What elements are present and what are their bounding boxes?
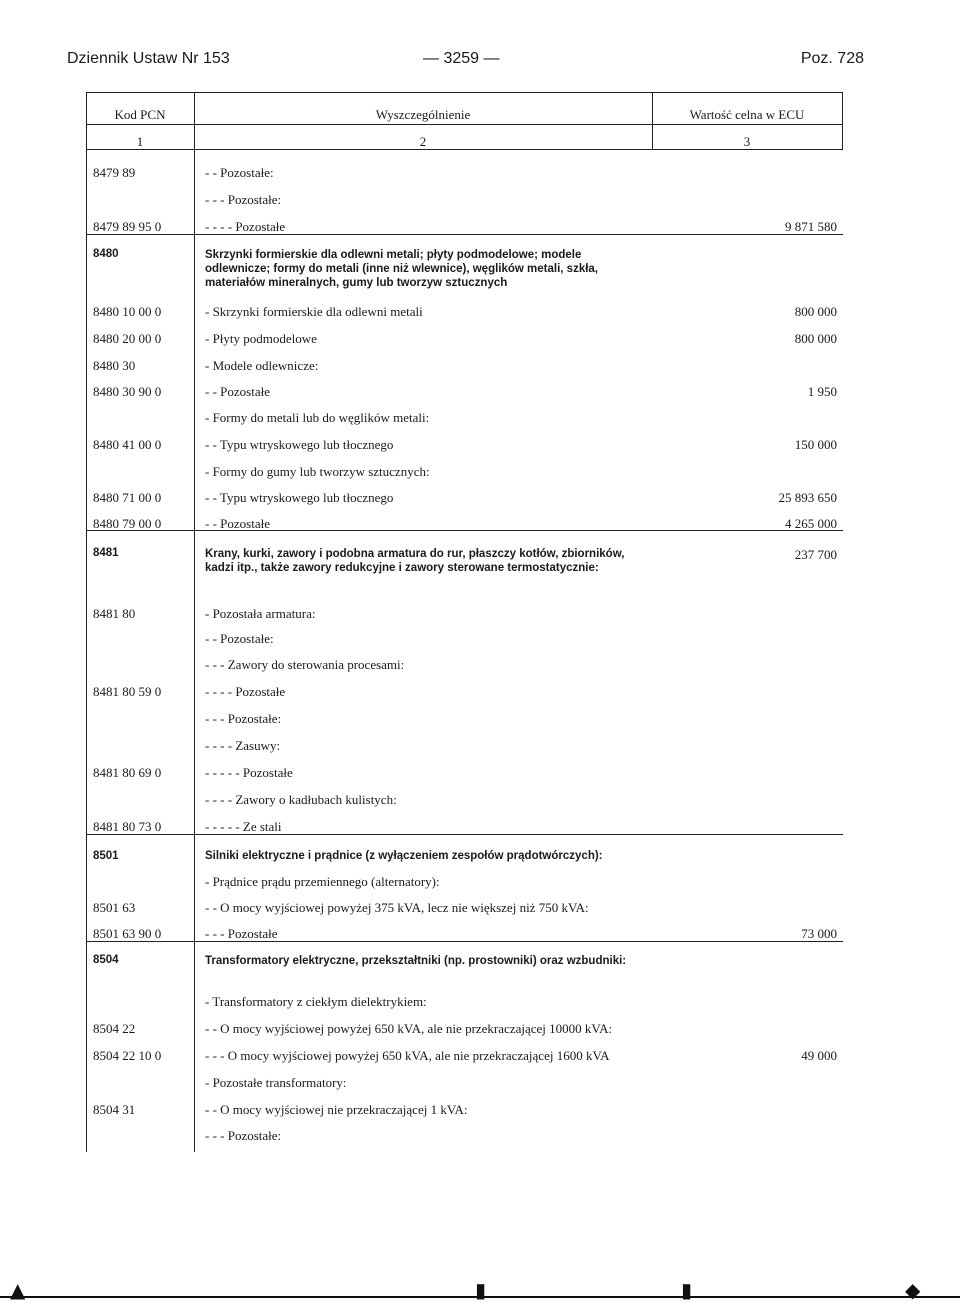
header-divider [86,124,843,125]
row-description: - - - - Zawory o kadłubach kulistych: [205,792,397,807]
row-description: - - - - - Ze stali [205,819,282,834]
row-code: 8480 30 90 0 [93,384,162,399]
row-code: 8481 [93,547,119,559]
row-code: 8480 20 00 0 [93,331,162,346]
section-divider [86,530,843,531]
row-value: 237 700 [794,547,837,562]
row-description: - - - O mocy wyjściowej powyżej 650 kVA, ale nie przekraczającej 1600 kVA [205,1048,610,1063]
row-code: 8479 89 95 0 [93,219,162,234]
row-code: 8501 63 90 0 [93,926,162,941]
row-value: 25 893 650 [778,490,837,505]
row-code: 8504 31 [93,1102,136,1117]
right-border [842,92,843,149]
row-code: 8481 80 [93,606,136,621]
row-code: 8480 71 00 0 [93,490,162,505]
row-description: - - Pozostałe [205,516,270,531]
row-code: 8480 [93,248,119,260]
row-value: 73 000 [801,926,837,941]
row-code: 8480 30 [93,358,136,373]
row-description: - - - Zawory do sterowania procesami: [205,657,405,672]
scan-artifact: ◆ [905,1278,921,1302]
row-description: Skrzynki formierskie dla odlewni metali; płyty podmodelowe; modele odlewnicze; formy do metali (inne niż wlewnice), węglików metali, szkła, materiałów mineralnych, gumy lub tworzyw sztucznych [205,249,599,289]
row-description: - Skrzynki formierskie dla odlewni metali [205,304,423,319]
tariff-table [86,92,843,1152]
row-description: - - Pozostałe: [205,165,274,180]
row-code: 8481 80 73 0 [93,819,162,834]
row-description: - Formy do metali lub do węglików metali: [205,410,430,425]
row-code: 8504 22 10 0 [93,1048,162,1063]
row-code: 8480 79 00 0 [93,516,162,531]
row-description: Transformatory elektryczne, przekształtniki (np. prostowniki) oraz wzbudniki: [205,955,627,967]
row-description: - Prądnice prądu przemiennego (alternatory): [205,874,440,889]
row-description: - Transformatory z ciekłym dielektrykiem: [205,994,427,1009]
row-description: - - Pozostałe: [205,631,274,646]
row-value: 800 000 [794,304,837,319]
row-value: 1 950 [807,384,837,399]
row-description: Silniki elektryczne i prądnice (z wyłączeniem zespołów prądotwórczych): [205,850,603,862]
row-description: - - Typu wtryskowego lub tłocznego [205,437,394,452]
position-number: Poz. 728 [800,50,864,67]
column-divider-1 [194,92,195,1152]
row-value: 49 000 [801,1048,837,1063]
row-description: - Pozostałe transformatory: [205,1075,347,1090]
section-divider [86,941,843,942]
row-value: 9 871 580 [785,219,837,234]
row-value: 800 000 [794,331,837,346]
column-header-value: Wartość celna w ECU [689,107,805,122]
row-description: - Pozostała armatura: [205,606,316,621]
row-description: - - - Pozostałe: [205,711,282,726]
row-description: - - O mocy wyjściowej powyżej 375 kVA, lecz nie większej niż 750 kVA: [205,900,589,915]
left-border [86,92,87,1152]
scan-artifact: ▮ [681,1278,693,1302]
column-number: 1 [136,134,144,149]
row-value: 150 000 [794,437,837,452]
page-number: — 3259 — [423,50,500,67]
row-code: 8480 10 00 0 [93,304,162,319]
section-divider [86,834,843,835]
row-description: - Modele odlewnicze: [205,358,319,373]
row-code: 8501 [93,850,119,862]
row-code: 8504 22 [93,1021,136,1036]
row-description: Krany, kurki, zawory i podobna armatura do rur, płaszczy kotłów, zbiorników, kadzi itp., także zawory redukcyjne i zawory sterowane termostatycznie: [205,548,625,574]
row-description: - - O mocy wyjściowej nie przekraczającej 1 kVA: [205,1102,468,1117]
scan-artifact: ▲ [10,1278,26,1302]
row-code: 8481 80 59 0 [93,684,162,699]
row-description: - - - Pozostałe [205,926,278,941]
row-description: - - Pozostałe [205,384,270,399]
row-code: 8504 [93,954,119,966]
row-description: - - - - Pozostałe [205,219,286,234]
row-code: 8479 89 [93,165,136,180]
row-value: 4 265 000 [785,516,837,531]
table-top-border [86,92,843,93]
row-description: - - - - Pozostałe [205,684,286,699]
column-header-description: Wyszczególnienie [375,107,471,122]
row-code: 8480 41 00 0 [93,437,162,452]
scan-artifact: ▮ [475,1278,487,1302]
row-code: 8501 63 [93,900,136,915]
row-description: - - - Pozostałe: [205,192,282,207]
row-code: 8481 80 69 0 [93,765,162,780]
column-number: 2 [419,134,427,149]
section-divider [86,234,843,235]
row-description: - - - - Zasuwy: [205,738,281,753]
row-description: - - - - - Pozostałe [205,765,293,780]
journal-title: Dziennik Ustaw Nr 153 [67,50,230,67]
row-description: - Formy do gumy lub tworzyw sztucznych: [205,464,430,479]
row-description: - - O mocy wyjściowej powyżej 650 kVA, ale nie przekraczającej 10000 kVA: [205,1021,613,1036]
row-description: - - Typu wtryskowego lub tłocznego [205,490,394,505]
row-description: - Płyty podmodelowe [205,331,317,346]
row-description: - - - Pozostałe: [205,1128,282,1143]
column-header-code: Kod PCN [114,107,166,122]
column-number: 3 [743,134,751,149]
